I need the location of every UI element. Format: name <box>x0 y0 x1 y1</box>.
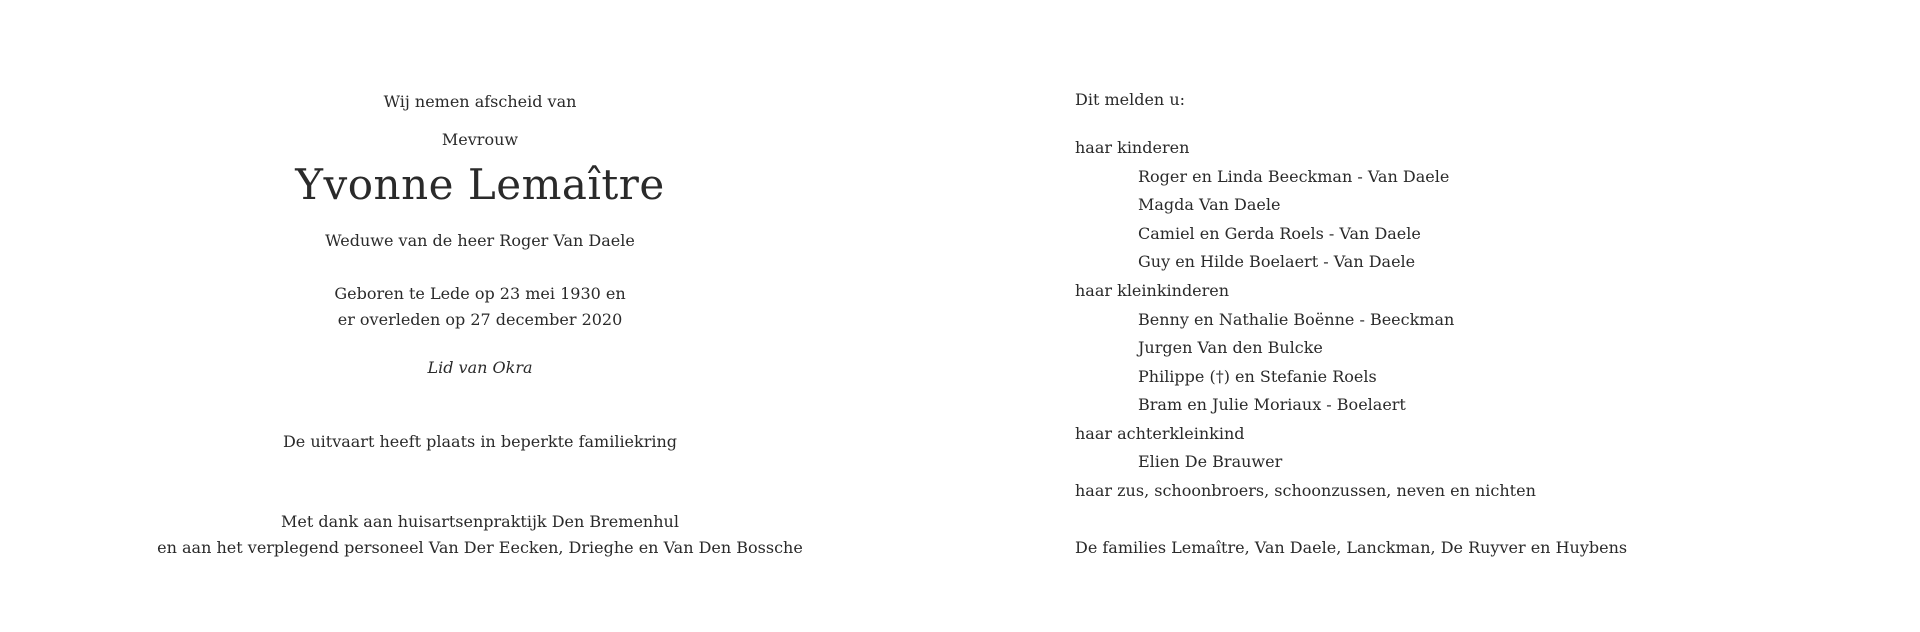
death-text: er overleden op 27 december 2020 <box>337 310 623 329</box>
list-item: Guy en Hilde Boelaert - Van Daele <box>1138 252 1416 271</box>
great-grandchild-label: haar achterkleinkind <box>1075 424 1245 443</box>
list-item: Philippe (†) en Stefanie Roels <box>1138 367 1377 386</box>
intro-text: Wij nemen afscheid van <box>383 92 577 111</box>
list-item: Roger en Linda Beeckman - Van Daele <box>1138 167 1450 186</box>
title-text: Mevrouw <box>441 130 519 149</box>
grandchildren-label: haar kleinkinderen <box>1075 281 1230 300</box>
list-item: Benny en Nathalie Boënne - Beeckman <box>1138 310 1455 329</box>
membership-text: Lid van Okra <box>427 358 533 377</box>
funeral-text: De uitvaart heeft plaats in beperkte familiekring <box>282 432 678 451</box>
list-item: Camiel en Gerda Roels - Van Daele <box>1138 224 1421 243</box>
children-label: haar kinderen <box>1075 138 1190 157</box>
thanks-line-2: en aan het verplegend personeel Van Der Eecken, Drieghe en Van Den Bossche <box>157 538 803 557</box>
thanks-line-1: Met dank aan huisartsenpraktijk Den Bremenhul <box>281 512 679 531</box>
families-text: De families Lemaître, Van Daele, Lanckman, De Ruyver en Huybens <box>1075 538 1628 557</box>
list-item: Elien De Brauwer <box>1138 452 1283 471</box>
list-item: Magda Van Daele <box>1138 195 1281 214</box>
list-item: Bram en Julie Moriaux - Boelaert <box>1138 395 1406 414</box>
spouse-text: Weduwe van de heer Roger Van Daele <box>325 231 635 250</box>
birth-text: Geboren te Lede op 23 mei 1930 en <box>334 284 626 303</box>
list-item: Jurgen Van den Bulcke <box>1138 338 1323 357</box>
deceased-name: Yvonne Lemaître <box>295 160 665 209</box>
announcement-heading: Dit melden u: <box>1075 90 1186 109</box>
relatives-text: haar zus, schoonbroers, schoonzussen, neven en nichten <box>1075 481 1536 500</box>
